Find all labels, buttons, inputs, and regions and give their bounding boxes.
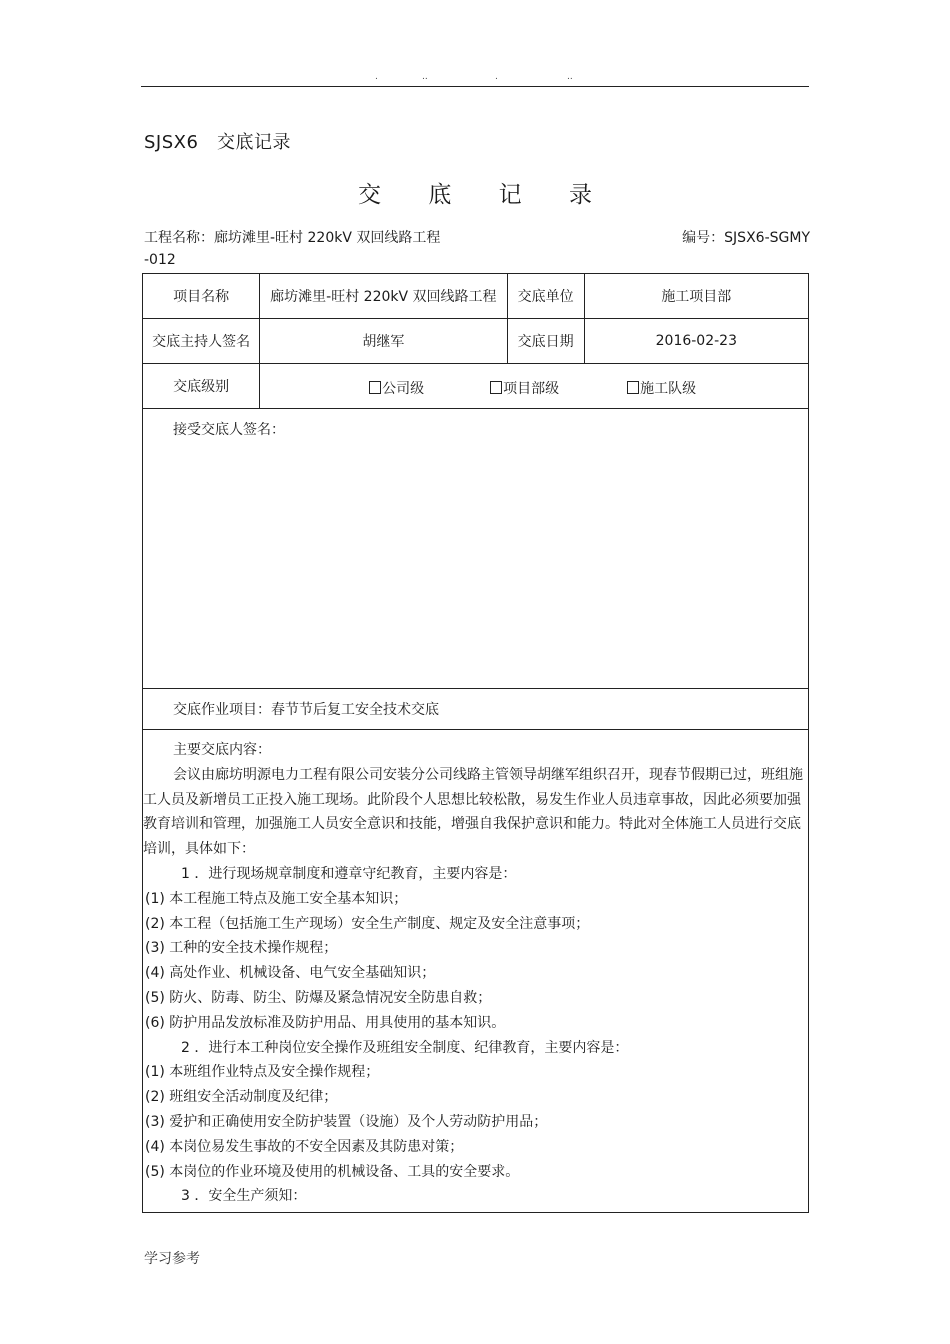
document-number-continuation: -012 [144,252,176,268]
table-row [143,689,809,730]
project-name-value: 廊坊滩里-旺村 220kV 双回线路工程 [260,274,507,319]
level-label: 交底级别 [143,364,260,409]
content-heading: 主要交底内容： [173,742,271,758]
list-item: (5) 防火、防毒、防尘、防爆及紧急情况安全防患自救； [145,989,492,1006]
table-row [143,409,809,689]
list-item: (1) 本班组作业特点及安全操作规程； [145,1064,380,1081]
header-marks [141,72,809,84]
page-title: 交 底 记 录 [358,182,612,208]
level-option-department[interactable]: 项目部级 [490,378,559,398]
header-mark: .. [422,72,428,82]
level-option-company[interactable]: 公司级 [369,378,424,398]
checkbox-icon [369,381,381,394]
list-item: (5) 本岗位的作业环境及使用的机械设备、工具的安全要求。 [145,1163,520,1180]
project-name-label: 项目名称 [143,274,260,319]
signees-label: 接受交底人签名： [173,422,285,438]
list-item: (6) 防护用品发放标准及防护用品、用具使用的基本知识。 [145,1014,506,1031]
table-row [143,730,809,1213]
checkbox-icon [490,381,502,394]
signees-cell [143,409,809,689]
document-number: 编号：SJSX6-SGMY [682,230,810,246]
header-mark: . [375,72,378,82]
checkbox-icon [627,381,639,394]
footer-text: 学习参考 [144,1251,200,1267]
list-item: (2) 班组安全活动制度及纪律； [145,1089,338,1106]
unit-value: 施工项目部 [584,274,808,319]
header-rule [141,86,809,87]
record-table [142,273,809,1213]
work-item-text: 交底作业项目：春节节后复工安全技术交底 [173,702,439,718]
list-item: (3) 爱护和正确使用安全防护装置（设施）及个人劳动防护用品； [145,1113,548,1130]
section-heading: 3 ．安全生产须知： [181,1188,307,1205]
list-item: (2) 本工程（包括施工生产现场）安全生产制度、规定及安全注意事项； [145,915,590,932]
work-item-cell [143,689,809,730]
section-heading: 1 ．进行现场规章制度和遵章守纪教育，主要内容是： [181,865,517,882]
list-item: (4) 高处作业、机械设备、电气安全基础知识； [145,965,436,982]
date-value: 2016-02-23 [584,319,808,364]
content-cell [143,730,809,1213]
document-code: SJSX6 交底记录 [144,132,291,153]
content-intro: 会议由廊坊明源电力工程有限公司安装分公司线路主管领导胡继军组织召开，现春节假期已过，班组施工人员及新增员工正投入施工现场。此阶段个人思想比较松散，易发生作业人员违章事故，因此必须要加强教育培训和管理，加强施工人员安全意识和技能，增强自我保护意识和能力。特此对全体施工人员进行交底培训，具体如下： [143,766,803,858]
host-signature-label: 交底主持人签名 [143,319,260,364]
table-row [143,364,809,409]
level-options [260,364,809,409]
host-signature-value: 胡继军 [260,319,507,364]
level-option-team[interactable]: 施工队级 [627,378,696,398]
list-item: (3) 工种的安全技术操作规程； [145,940,338,957]
project-name-line: 工程名称：廊坊滩里-旺村 220kV 双回线路工程 [144,230,441,246]
header-mark: . [495,72,498,82]
list-item: (4) 本岗位易发生事故的不安全因素及其防患对策； [145,1138,464,1155]
list-item: (1) 本工程施工特点及施工安全基本知识； [145,890,408,907]
unit-label: 交底单位 [507,274,584,319]
date-label: 交底日期 [507,319,584,364]
table-row [143,319,809,364]
table-row [143,274,809,319]
header-mark: .. [567,72,573,82]
section-heading: 2 ．进行本工种岗位安全操作及班组安全制度、纪律教育，主要内容是： [181,1039,629,1056]
